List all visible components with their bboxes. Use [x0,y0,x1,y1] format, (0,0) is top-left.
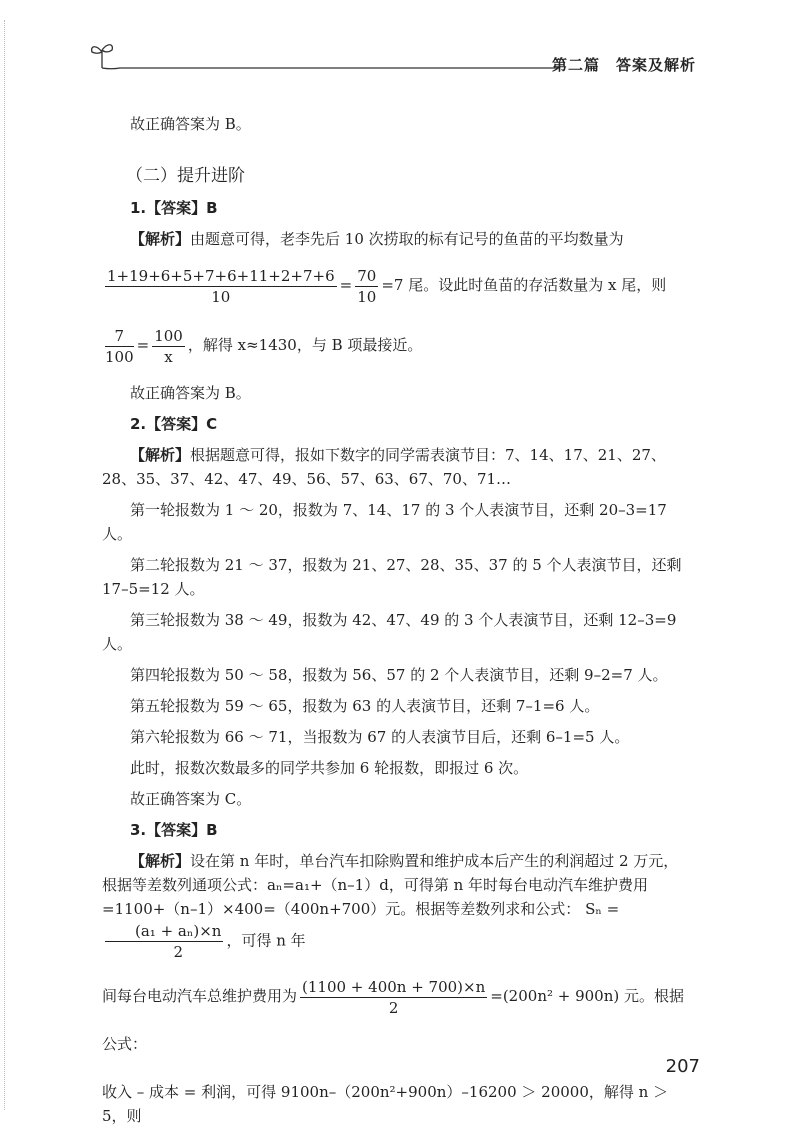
binding-margin [4,20,7,1110]
page-header [88,38,700,78]
answer-2: 2.【答案】C [130,415,218,433]
round-5: 第五轮报数为 59 ～ 65，报数为 63 的人表演节目，还剩 7–1=6 人。 [130,697,600,715]
conclusion-line: 故正确答案为 B。 [130,115,251,133]
answer-1: 1.【答案】B [130,199,218,217]
fraction-total-cost: $\frac{(1100 + 400n + 700)\times n}{2}$ [302,977,486,1017]
section-heading: （二）提升进阶 [126,166,245,186]
fraction-100-x: $\frac{100}{x}$ [154,326,183,366]
round-3: 第三轮报数为 38 ～ 49，报数为 42、47、49 的 3 个人表演节目，还剩 12–3=9 人。 [102,611,677,653]
explanation-2: 【解析】根据题意可得，报如下数字的同学需表演节目：7、14、17、21、27、28、35、37、42、47、49、56、57、63、67、70、71… [102,446,666,488]
fraction-70-10: $\frac{70}{10}$ [357,266,377,306]
fraction-sn: $\frac{\text{(a₁ + aₙ)×n}}{2}$ [105,921,223,962]
round-4: 第四轮报数为 50 ～ 58，报数为 56、57 的 2 个人表演节目，还剩 9–2=7 人。 [130,666,668,684]
chapter-title: 第二篇 答案及解析 [551,56,696,74]
explanation-1: 【解析】由题意可得，老李先后 10 次捞取的标有记号的鱼苗的平均数量为 [130,230,624,248]
conclusion-line: 故正确答案为 B。 [130,384,251,402]
page-body [102,112,692,1135]
summary-line: 此时，报数次数最多的同学共参加 6 轮报数，即报过 6 次。 [130,759,529,777]
page-number: 207 [665,1056,700,1077]
round-2: 第二轮报数为 21 ～ 37，报数为 21、27、28、35、37 的 5 个人表演节目，还剩 17–5=12 人。 [102,556,682,598]
formula-average: $\frac{1+19+6+5+7+6+11+2+7+6}{10}$ = $\frac{70}{10}$ =7 尾。设此时鱼苗的存活数量为 x 尾，则 [107,266,667,306]
fraction-sum: $\frac{1+19+6+5+7+6+11+2+7+6}{10}$ [107,266,335,306]
conclusion-line: 故正确答案为 C。 [130,790,252,808]
fraction-7-100: $\frac{7}{100}$ [105,326,134,366]
formula-ratio: $\frac{7}{100}$ = $\frac{100}{x}$ ，解得 x≈1430，与 B 项最接近。 [105,326,423,366]
inequality-line: 收入 – 成本 = 利润，可得 9100n–（200n²+900n）–16200 ＞ 20000，解得 n ＞ 5，则 [102,1083,669,1125]
explanation-3: 【解析】设在第 n 年时，单台汽车扣除购置和维护成本后产生的利润超过 2 万元，根据等差数列通项公式：aₙ=a₁+（n–1）d，可得第 n 年时每台电动汽车维护费用 =1100+（n–1）×400=（400n+700）元。根据等差数列求和公式： Sₙ = $\frac{\text{(a₁ + aₙ)×n}}{2}$ ，可得 n 年 [102,852,679,961]
round-6: 第六轮报数为 66 ～ 71，当报数为 67 的人表演节目后，还剩 6–1=5 人。 [130,728,630,746]
answer-3: 3.【答案】B [130,821,218,839]
formula-maintenance: 间每台电动汽车总维护费用为 $\frac{(1100 + 400n + 700)\times n}{2}$ =(200n² + 900n) 元。根据公式： [102,977,685,1053]
round-1: 第一轮报数为 1 ～ 20，报数为 7、14、17 的 3 个人表演节目，还剩 20–3=17 人。 [102,501,667,543]
